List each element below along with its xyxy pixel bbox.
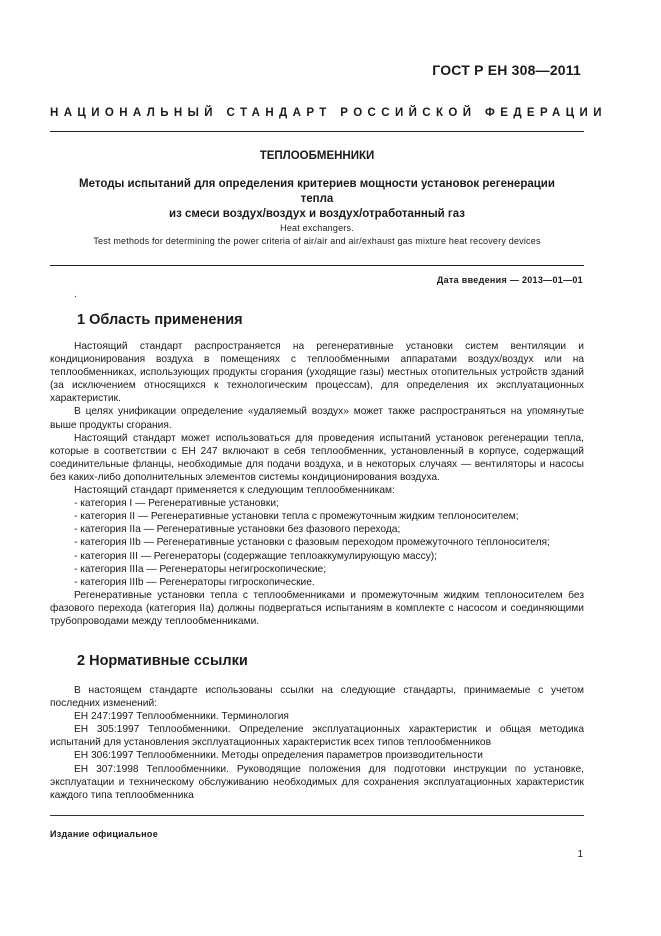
dot-mark: . xyxy=(74,289,77,300)
reference-item: ЕН 307:1998 Теплообменники. Руководящие положения для подготовки инструкции по установке, эксплуатации и техническому обслуживанию необходимых для сохранения эксплуатационных характеристик каждого типа теплообменника xyxy=(50,763,584,801)
english-title-line: Heat exchangers. xyxy=(280,223,354,233)
paragraph: Настоящий стандарт может использоваться для проведения испытаний установок регенерации тепла, которые в соответствии с ЕН 247 включают в себя теплообменник, установленный в корпусе, содержащий соединительные фланцы, необходимые для подачи воздуха, и в некоторых случаях — вентиляторы и насосы без каких-либо дополнительных элементов системы кондиционирования воздуха. xyxy=(50,432,584,483)
paragraph: Настоящий стандарт применяется к следующим теплообменникам: xyxy=(74,485,395,497)
list-item: - категория II — Регенеративные установки тепла с промежуточным жидким теплоносителем; xyxy=(74,511,519,523)
document-title: ТЕПЛООБМЕННИКИ xyxy=(259,150,375,162)
document-subtitle xyxy=(70,177,564,222)
introduction-date: Дата введения — 2013—01—01 xyxy=(436,275,583,285)
paragraph: В целях унификации определение «удаляемый воздух» может также распространяться на упомянутые выше продукты сгорания. xyxy=(50,406,584,431)
list-item: - категория IIIb — Регенераторы гигроскопические. xyxy=(74,576,315,588)
reference-item: ЕН 247:1997 Теплообменники. Терминология xyxy=(74,711,289,723)
national-standard-banner: НАЦИОНАЛЬНЫЙ СТАНДАРТ РОССИЙСКОЙ ФЕДЕРАЦИИ xyxy=(50,107,607,119)
page-number: 1 xyxy=(577,849,583,860)
edition-label: Издание официальное xyxy=(50,829,159,839)
english-title-line: Test methods for determining the power criteria of air/air and air/exhaust gas mixture heat recovery devices xyxy=(93,235,541,246)
list-item: - категория IIa — Регенеративные установки без фазового перехода; xyxy=(74,524,401,536)
section-2-heading: 2 Нормативные ссылки xyxy=(77,653,248,669)
subtitle-line: Методы испытаний для определения критериев мощности установок регенерации тепла xyxy=(79,178,555,205)
english-title xyxy=(50,222,584,247)
section-1-heading: 1 Область применения xyxy=(77,312,243,328)
list-item: - категория III — Регенераторы (содержащие теплоаккумулирующую массу); xyxy=(74,550,438,562)
document-code: ГОСТ Р ЕН 308—2011 xyxy=(432,62,581,78)
subtitle-line: из смеси воздух/воздух и воздух/отработанный газ xyxy=(169,208,465,220)
footer-divider xyxy=(50,815,584,816)
list-item: - категория IIIa — Регенераторы негигроскопические; xyxy=(74,563,327,575)
top-divider xyxy=(50,131,584,132)
reference-item: ЕН 305:1997 Теплообменники. Определение эксплуатационных характеристик и общая методика испытаний для установления эксплуатационных характеристик всех типов теплообменников xyxy=(50,724,584,749)
section-2-body xyxy=(50,684,584,802)
paragraph: Настоящий стандарт распространяется на регенеративные установки систем вентиляции и кондиционирования воздуха в помещениях с теплообменными аппаратами воздух/воздух или на теплообменниках, использующих продукты сгорания (уходящие газы) местных отопительных устройств зданий (за исключением относящихся к технологическим процессам), для определения их эксплуатационных характеристик. xyxy=(50,341,584,405)
reference-item: ЕН 306:1997 Теплообменники. Методы определения параметров производительности xyxy=(74,750,483,762)
list-item: - категория I — Регенеративные установки; xyxy=(74,498,279,510)
section-1-body xyxy=(50,340,584,628)
list-item: - категория IIb — Регенеративные установки с фазовым переходом промежуточного теплоносителя; xyxy=(74,537,550,549)
paragraph: В настоящем стандарте использованы ссылки на следующие стандарты, принимаемые с учетом последних изменений: xyxy=(50,685,584,710)
paragraph: Регенеративные установки тепла с теплообменниками и промежуточным жидким теплоносителем без фазового перехода (категория IIa) должны подвергаться испытаниям в комплекте с насосом и соединяющими трубопроводами между теплообменниками. xyxy=(50,589,584,627)
title-divider xyxy=(50,265,584,266)
